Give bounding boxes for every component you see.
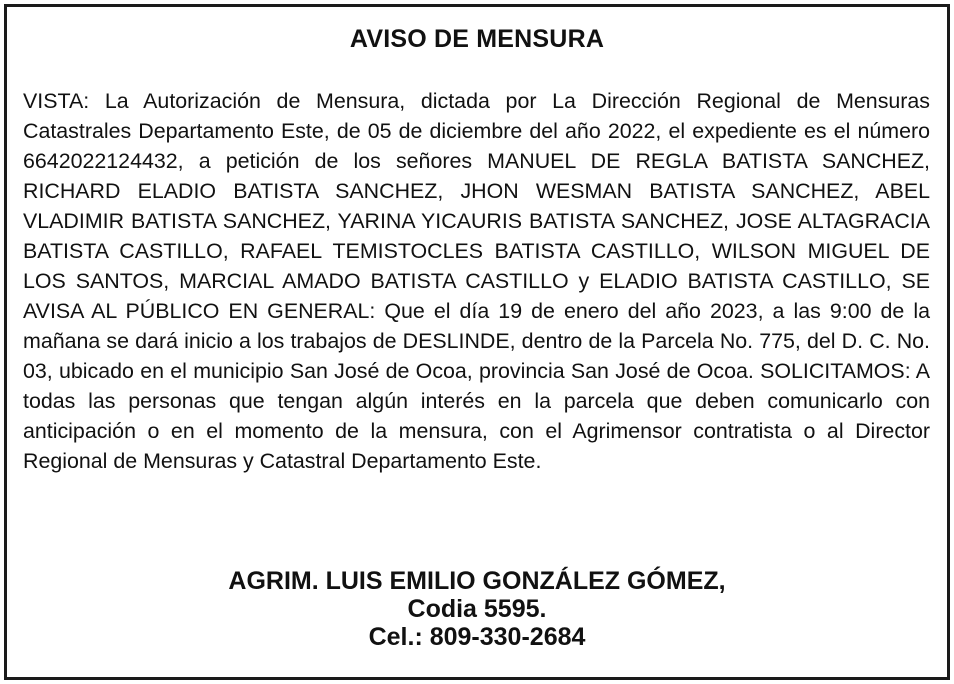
- signature-block: [7, 567, 947, 651]
- signature-phone: Cel.: 809-330-2684: [368, 623, 586, 651]
- signature-codia: Codia 5595.: [407, 595, 547, 623]
- signature-name: AGRIM. LUIS EMILIO GONZÁLEZ GÓMEZ,: [228, 567, 726, 595]
- notice-title: AVISO DE MENSURA: [349, 25, 605, 53]
- notice-body: VISTA: La Autorización de Mensura, dictada por La Dirección Regional de Mensuras Catastrales Departamento Este, de 05 de diciembre del año 2022, el expediente es el número 6642022124432, a petición de los señores MANUEL DE REGLA BATISTA SANCHEZ, RICHARD ELADIO BATISTA SANCHEZ, JHON WESMAN BATISTA SANCHEZ, ABEL VLADIMIR BATISTA SANCHEZ, YARINA YICAURIS BATISTA SANCHEZ, JOSE ALTAGRACIA BATISTA CASTILLO, RAFAEL TEMISTOCLES BATISTA CASTILLO, WILSON MIGUEL DE LOS SANTOS, MARCIAL AMADO BATISTA CASTILLO y ELADIO BATISTA CASTILLO, SE AVISA AL PÚBLICO EN GENERAL: Que el día 19 de enero del año 2023, a las 9:00 de la mañana se dará inicio a los trabajos de DESLINDE, dentro de la Parcela No. 775, del D. C. No. 03, ubicado en el municipio San José de Ocoa, provincia San José de Ocoa. SOLICITAMOS: A todas las personas que tengan algún interés en la parcela que deben comunicarlo con anticipación o en el momento de la mensura, con el Agrimensor contratista o al Director Regional de Mensuras y Catastral Departamento Este.: [23, 89, 930, 473]
- notice-frame: [4, 4, 950, 680]
